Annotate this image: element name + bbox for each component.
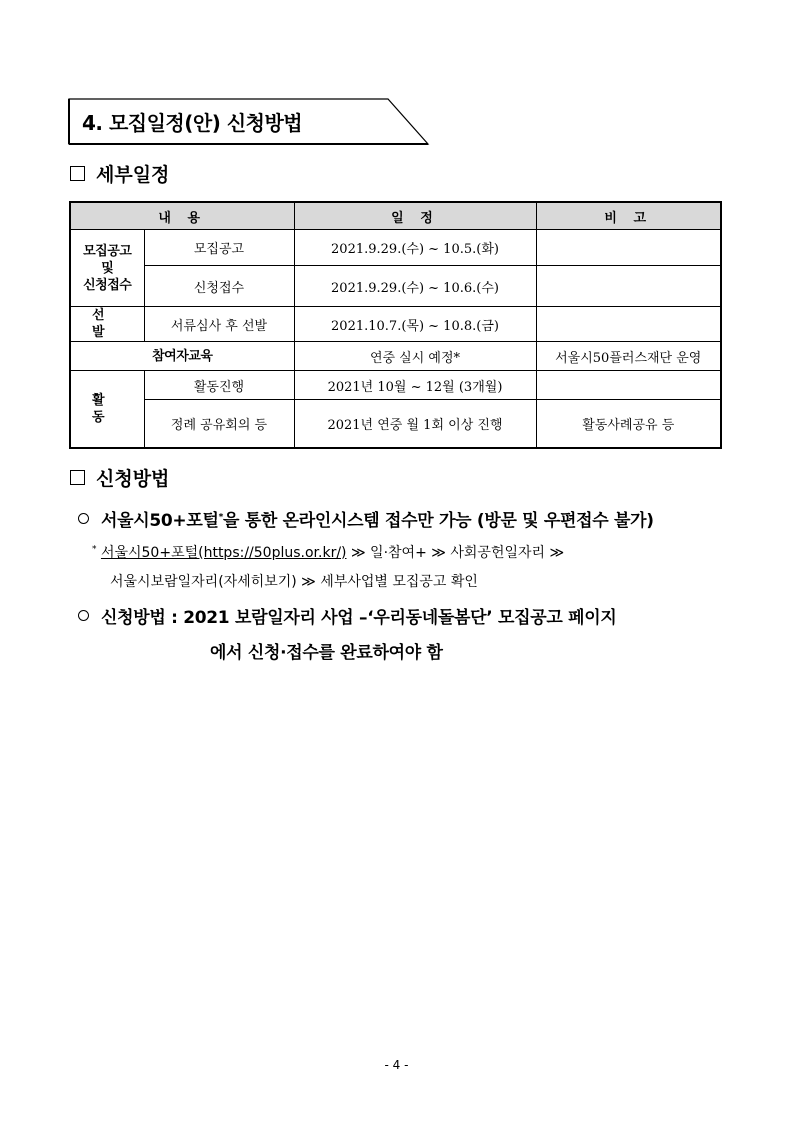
subsection-method [70,464,169,491]
item-cell: 활동진행 [144,371,294,400]
checkbox-icon [70,470,85,485]
portal-link[interactable]: 서울시50+포털(https://50plus.or.kr/) [100,545,347,561]
item-cell: 신청접수 [144,266,294,307]
date-cell: 2021.9.29.(수) ~ 10.5.(화) [294,230,536,266]
subsection-schedule [70,160,169,187]
item-cell: 정례 공유회의 등 [144,400,294,449]
method-bullet-2 [78,603,617,628]
subsection-method-title: 신청방법 [96,468,170,490]
table-row [70,307,721,342]
date-cell: 2021.10.7.(목) ~ 10.8.(금) [294,307,536,342]
item-cell: 서류심사 후 선발 [144,307,294,342]
note-cell [536,230,721,266]
table-row [70,266,721,307]
category-selection: 선 발 [70,307,144,342]
table-row [70,342,721,371]
date-cell: 2021년 연중 월 1회 이상 진행 [294,400,536,449]
subsection-schedule-title: 세부일정 [96,164,170,186]
portal-name: 서울시50+포털 [101,511,219,531]
header-schedule: 일 정 [294,202,536,230]
header-content: 내 용 [70,202,294,230]
note-cell: 서울시50플러스재단 운영 [536,342,721,371]
portal-note [92,542,564,562]
bullet-2-line-1: 신청방법 : 2021 보람일자리 사업 –‘우리동네돌봄단’ 모집공고 페이지 [101,608,617,628]
date-cell: 연중 실시 예정* [294,342,536,371]
table-row [70,371,721,400]
note-cell [536,371,721,400]
section-heading: 4. 모집일정(안) 신청방법 [82,111,303,135]
schedule-table [69,201,722,449]
section-heading-box [68,98,430,146]
portal-path-1: ≫ 일·참여+ ≫ 사회공헌일자리 ≫ [350,545,565,561]
table-row [70,400,721,449]
header-note: 비 고 [536,202,721,230]
page-number: - 4 - [384,1058,409,1072]
date-cell: 2021.9.29.(수) ~ 10.6.(수) [294,266,536,307]
circle-bullet-icon [78,610,89,621]
note-cell [536,307,721,342]
category-education: 참여자교육 [70,342,294,371]
checkbox-icon [70,166,85,181]
note-star: * [92,544,97,555]
note-cell: 활동사례공유 등 [536,400,721,449]
category-recruit: 모집공고 및 신청접수 [70,230,144,307]
footnote-mark: * [218,512,224,523]
table-header-row [70,202,721,230]
note-cell [536,266,721,307]
bullet-2-line-2: 에서 신청·접수를 완료하여야 함 [210,643,443,663]
date-cell: 2021년 10월 ~ 12월 (3개월) [294,371,536,400]
table-row [70,230,721,266]
bullet-1-text: 을 통한 온라인시스템 접수만 가능 (방문 및 우편접수 불가) [223,511,654,531]
method-bullet-1 [78,506,654,531]
portal-path-2: 서울시보람일자리(자세히보기) ≫ 세부사업별 모집공고 확인 [110,574,478,590]
circle-bullet-icon [78,513,89,524]
category-activity: 활 동 [70,371,144,449]
item-cell: 모집공고 [144,230,294,266]
